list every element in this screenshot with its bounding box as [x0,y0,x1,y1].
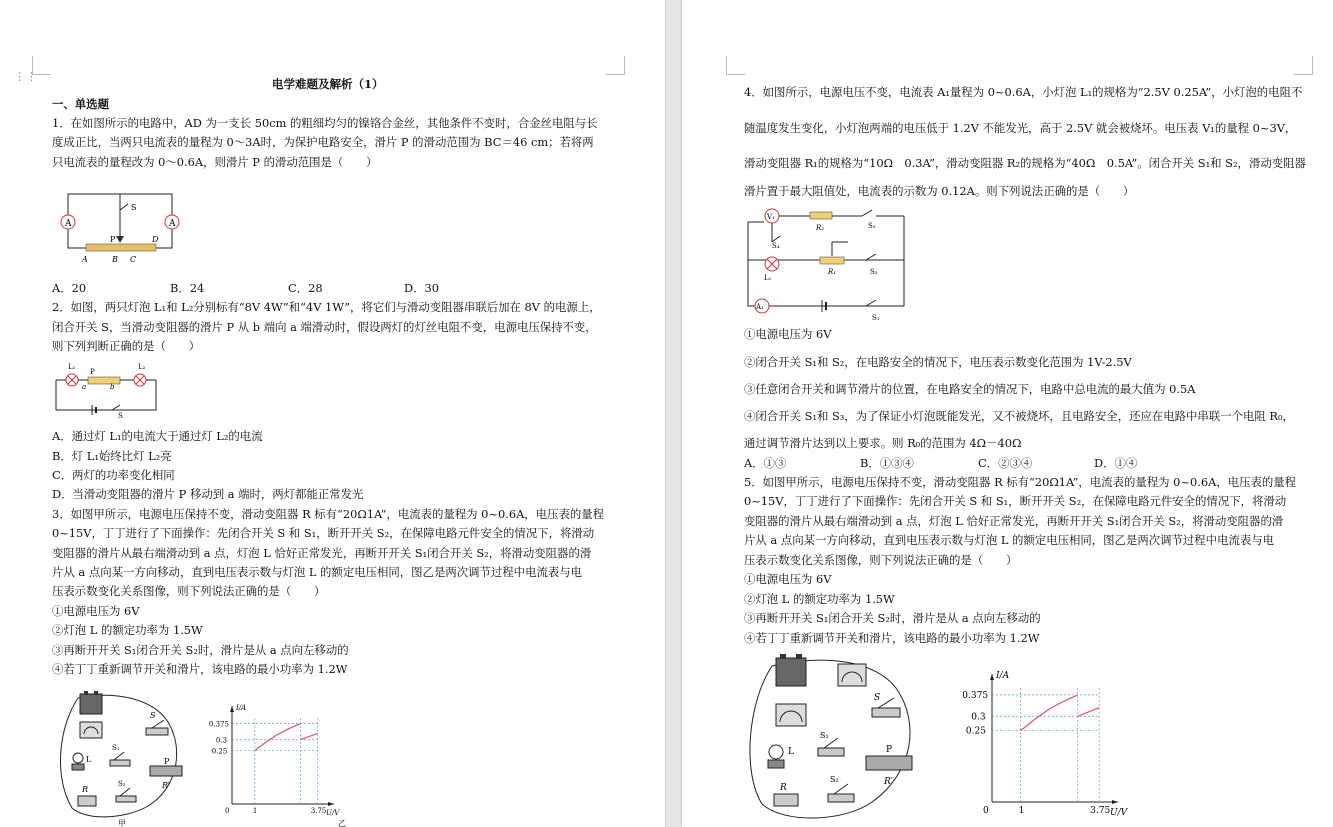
q5-statement: ①电源电压为 6V [744,572,832,586]
x-tick-label: 1 [252,807,258,815]
q5-line: 片从 a 点向某一方向移动，直到电压表示数与灯泡 L 的额定电压相同，图乙是两次调节过程中电流表与电 [744,533,1275,547]
series-line [301,733,318,739]
q5-physical-circuit-figure [744,652,924,827]
q4-statement: ②闭合开关 S₁和 S₂，在电路安全的情况下，电压表示数变化范围为 1V-2.5V [744,355,1132,369]
q4-line: 4．如图所示，电源电压不变，电流表 A₁量程为 0~0.6A，小灯泡 L₁的规格为“2.5V 0.25A”，小灯泡的电阻不 [744,85,1303,99]
switch-s3-label: S₃ [870,268,878,276]
q4-line: 滑动变阻器 R₁的规格为“10Ω 0.3A”，滑动变阻器 R₂的规格为“40Ω 0.5A”。闭合开关 S₁和 S₂，滑动变阻器 [744,156,1306,170]
q4-option[interactable]: B．①③④ [860,456,914,470]
switch-s-label: S [150,711,156,720]
switch-label: S [131,203,137,212]
q2-line: 闭合开关 S，当滑动变阻器的滑片 P 从 b 端向 a 端滑动时，假设两灯的灯丝电阻不变，电源电压保持不变， [52,320,597,334]
q3-statement: ①电源电压为 6V [52,604,140,618]
q3-line: 0~15V，丁丁进行了下面操作：先闭合开关 S 和 S₁，断开开关 S₂，在保障电路元件安全的情况下，将滑动 [52,526,595,540]
q5-line: 5．如图甲所示，电源电压保持不变，滑动变阻器 R 标有“20Ω1A”，电流表的量程为 0~0.6A，电压表的量程 [744,475,1297,489]
switch-s-label: S [874,693,881,703]
q4-line: 滑片置于最大阻值处，电流表的示数为 0.12A。则下列说法正确的是（ ） [744,184,1135,198]
q2-circuit-figure [52,362,164,420]
caption-jia: 甲 [118,819,126,827]
voltmeter-v1-label: V₁ [767,213,775,221]
x-tick-label: 1 [1018,806,1025,816]
q3-statement: ④若丁丁重新调节开关和滑片，该电路的最小功率为 1.2W [52,662,348,676]
q5-statement: ④若丁丁重新调节开关和滑片，该电路的最小功率为 1.2W [744,631,1040,645]
r1-label: R₁ [828,268,837,276]
q1-option[interactable]: A．20 [52,281,87,295]
ammeter-left-label: A [65,219,72,229]
q1-option[interactable]: B．24 [170,281,205,295]
x-tick-label: 3.75 [310,807,327,815]
q4-statement: ③任意闭合开关和调节滑片的位置，在电路安全的情况下，电路中总电流的最大值为 0.5A [744,382,1196,396]
x-axis-arrow [1112,800,1118,804]
y-tick-label: 0.25 [965,726,986,737]
document-page-right [682,0,1333,827]
switch-s2-label: S₂ [868,222,876,230]
q1-line: 度成正比，当两只电流表的量程为 0～3A时，为保护电路安全，滑片 P 的滑动范围为 BC＝46 cm；若将两 [52,135,594,149]
r2-label: R₂ [816,224,825,232]
y-axis-arrow [230,706,234,712]
point-c-label: C [130,255,137,264]
y-tick-label: 0.3 [215,736,228,745]
page-title: 电学难题及解析（1） [272,77,384,91]
q2-line: 2．如图，两只灯泡 L₁和 L₂分别标有“8V 4W”和“4V 1W”，将它们与滑动变阻器串联后加在 8V 的电源上， [52,300,601,314]
q1-line: 只电流表的量程改为 0～0.6A，则滑片 P 的滑动范围是（ ） [52,155,378,169]
switch-label: S [118,412,123,420]
switch-s1-label: S₁ [820,731,829,740]
q2-option[interactable]: B．灯 L₁始终比灯 L₂亮 [52,449,172,463]
x-tick-label: 3.75 [1090,806,1111,816]
lamp-l1-label: L₁ [764,274,772,282]
q2-option[interactable]: A．通过灯 L₁的电流大于通过灯 L₂的电流 [52,429,263,443]
drag-handle-icon[interactable]: ⋮⋮ [14,70,38,83]
q2-option[interactable]: C．两灯的功率变化相同 [52,468,175,482]
rheostat-label: R′ [162,781,170,790]
q4-option[interactable]: D．①④ [1094,456,1138,470]
lamp-l-label: L [86,755,92,764]
lamp-l2-label: L₂ [138,363,146,371]
q5-statement: ②灯泡 L 的额定功率为 1.5W [744,592,895,606]
point-b-label: B [112,255,118,264]
q3-physical-circuit-figure [58,688,188,827]
slider-p-label: P [110,235,116,244]
x-axis-label: U/V [326,809,340,817]
y-tick-label: 0.3 [971,712,986,723]
point-d-label: D [152,235,159,244]
switch-s1-label: S₁ [112,744,120,752]
resistor-r-label: R [82,785,89,794]
x-axis-arrow [328,802,334,806]
lamp-l-label: L [788,747,794,757]
q4-option[interactable]: A．①③ [744,456,787,470]
x-axis-label: U/V [1110,808,1128,818]
margin-mark [726,56,745,75]
q1-option[interactable]: D．30 [404,281,440,295]
q4-statement: 通过调节滑片达到以上要求。则 R₀的范围为 4Ω－40Ω [744,436,1022,450]
y-axis-label: I/A [236,704,247,712]
resistor-r-label: R [780,783,787,793]
rheostat-label: R′ [884,777,893,787]
y-tick-label: 0.375 [962,690,989,701]
q2-line: 则下列判断正确的是（ ） [52,339,201,353]
y-tick-label: 0.25 [211,747,228,756]
q5-line: 0~15V，丁丁进行了下面操作：先闭合开关 S 和 S₁，断开开关 S₂，在保障电路元件安全的情况下，将滑动 [744,494,1287,508]
document-page-left [0,0,665,827]
series-curve [1021,695,1078,731]
margin-mark [606,56,625,75]
margin-mark [1294,56,1313,75]
slider-p-label: P [886,745,893,755]
section-heading: 一、单选题 [52,97,109,111]
slider-p-label: P [164,757,170,766]
switch-s1-label: S₁ [872,314,880,322]
switch-s4-label: S₄ [772,242,780,250]
switch-s2-label: S₂ [830,775,839,784]
q2-option[interactable]: D．当滑动变阻器的滑片 P 移动到 a 端时，两灯都能正常发光 [52,487,364,501]
ammeter-right-label: A [169,219,176,229]
y-axis-label: I/A [996,671,1010,681]
q5-line: 压表示数变化关系图像，则下列说法正确的是（ ） [744,553,1018,567]
q5-statement: ③再断开开关 S₁闭合开关 S₂时，滑片是从 a 点向左移动的 [744,611,1041,625]
end-a-label: a [82,383,87,391]
series-curve [255,724,301,751]
origin-label: 0 [225,807,230,815]
q5-line: 变阻器的滑片从最右端滑动到 a 点，灯泡 L 恰好正常发光，再断开开关 S₁闭合开关 S₂，将滑动变阻器的滑 [744,514,1284,528]
q1-line: 1．在如图所示的电路中，AD 为一支长 50cm 的粗细均匀的镍铬合金丝，其他条件不变时，合金丝电阻与长 [52,116,598,130]
q4-circuit-figure [744,202,910,322]
q4-statement: ④闭合开关 S₁和 S₃，为了保证小灯泡既能发光，又不被烧坏，且电路安全，还应在电路中串联一个电阻 R₀， [744,409,1294,423]
q4-option[interactable]: C．②③④ [978,456,1033,470]
q3-iu-graph [208,694,344,827]
switch-s2-label: S₂ [118,780,126,788]
lamp-l1-label: L₁ [68,363,76,371]
point-a-label: A [82,255,88,264]
q4-statement: ①电源电压为 6V [744,327,832,341]
q4-line: 随温度发生变化，小灯泡两端的电压低于 1.2V 不能发光，高于 2.5V 就会被烧坏。电压表 V₁的量程 0~3V， [744,121,1297,135]
end-b-label: b [110,383,115,391]
q3-line: 片从 a 点向某一方向移动，直到电压表示数与灯泡 L 的额定电压相同，图乙是两次调节过程中电流表与电 [52,565,583,579]
q3-line: 变阻器的滑片从最右端滑动到 a 点，灯泡 L 恰好正常发光，再断开开关 S₁闭合开关 S₂，将滑动变阻器的滑 [52,546,592,560]
caption-yi: 乙 [338,819,346,827]
y-axis-arrow [990,674,994,680]
q3-line: 压表示数变化关系图像，则下列说法正确的是（ ） [52,584,326,598]
q1-circuit-figure [54,190,184,268]
q3-statement: ③再断开开关 S₁闭合开关 S₂时，滑片是从 a 点向左移动的 [52,643,349,657]
origin-label: 0 [983,806,989,816]
q5-iu-graph [932,662,1128,827]
q3-line: 3．如图甲所示，电源电压保持不变，滑动变阻器 R 标有“20Ω1A”，电流表的量程为 0~0.6A，电压表的量程 [52,507,605,521]
q1-option[interactable]: C．28 [288,281,323,295]
series-line [1078,708,1099,717]
ammeter-a1-label: A₁ [756,303,764,311]
y-tick-label: 0.375 [208,720,229,729]
q3-statement: ②灯泡 L 的额定功率为 1.5W [52,623,203,637]
slider-p-label: P [90,368,95,376]
